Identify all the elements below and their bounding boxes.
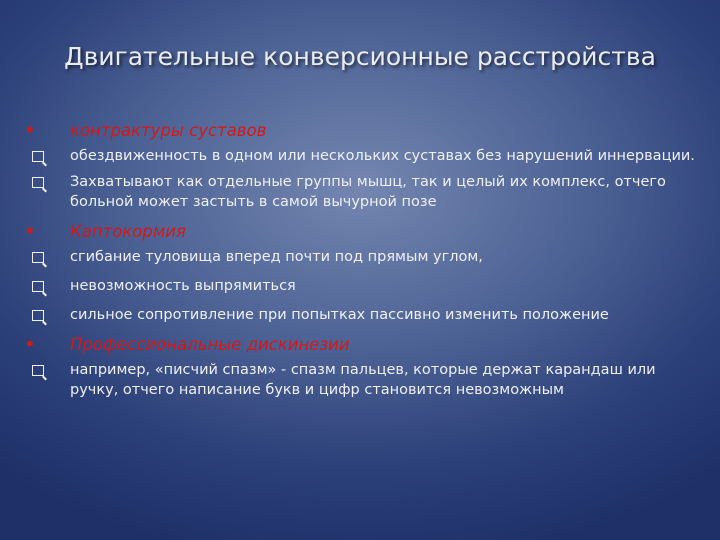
- list-item: [22, 247, 702, 267]
- list-item: [22, 360, 702, 400]
- section-heading-text: Каптокормия: [70, 222, 186, 241]
- list-item-text: например, «писчий спазм» - спазм пальцев, которые держат карандаш или ручку, отчего написание букв и цифр становится невозможным: [70, 362, 656, 398]
- checkbox-square-icon: [32, 151, 44, 162]
- list-item-text: Захватывают как отдельные группы мышц, так и целый их комплекс, отчего больной может застыть в самой вычурной позе: [70, 174, 666, 210]
- bullet-dot-icon: •: [24, 219, 36, 243]
- slide-content: [22, 120, 702, 406]
- list-item-text: обездвиженность в одном или нескольких суставах без нарушений иннервации.: [70, 148, 695, 164]
- section-heading-text: Профессиональные дискинезии: [70, 335, 350, 354]
- list-item-text: сгибание туловища вперед почти под прямым углом,: [70, 249, 483, 265]
- list-item-text: сильное сопротивление при попытках пассивно изменить положение: [70, 307, 609, 323]
- list-item: [22, 305, 702, 325]
- checkbox-square-icon: [32, 252, 44, 263]
- section-heading-text: контрактуры суставов: [70, 121, 267, 140]
- checkbox-square-icon: [32, 281, 44, 292]
- bullet-dot-icon: •: [24, 118, 36, 142]
- section-heading-1: [22, 120, 702, 142]
- list-item-text: невозможность выпрямиться: [70, 278, 296, 294]
- checkbox-square-icon: [32, 310, 44, 321]
- section-heading-3: [22, 334, 702, 356]
- list-item: [22, 146, 702, 166]
- slide-title: Двигательные конверсионные расстройства: [64, 42, 656, 71]
- list-item: [22, 172, 702, 212]
- checkbox-square-icon: [32, 177, 44, 188]
- bullet-dot-icon: •: [24, 332, 36, 356]
- checkbox-square-icon: [32, 365, 44, 376]
- section-heading-2: [22, 221, 702, 243]
- list-item: [22, 276, 702, 296]
